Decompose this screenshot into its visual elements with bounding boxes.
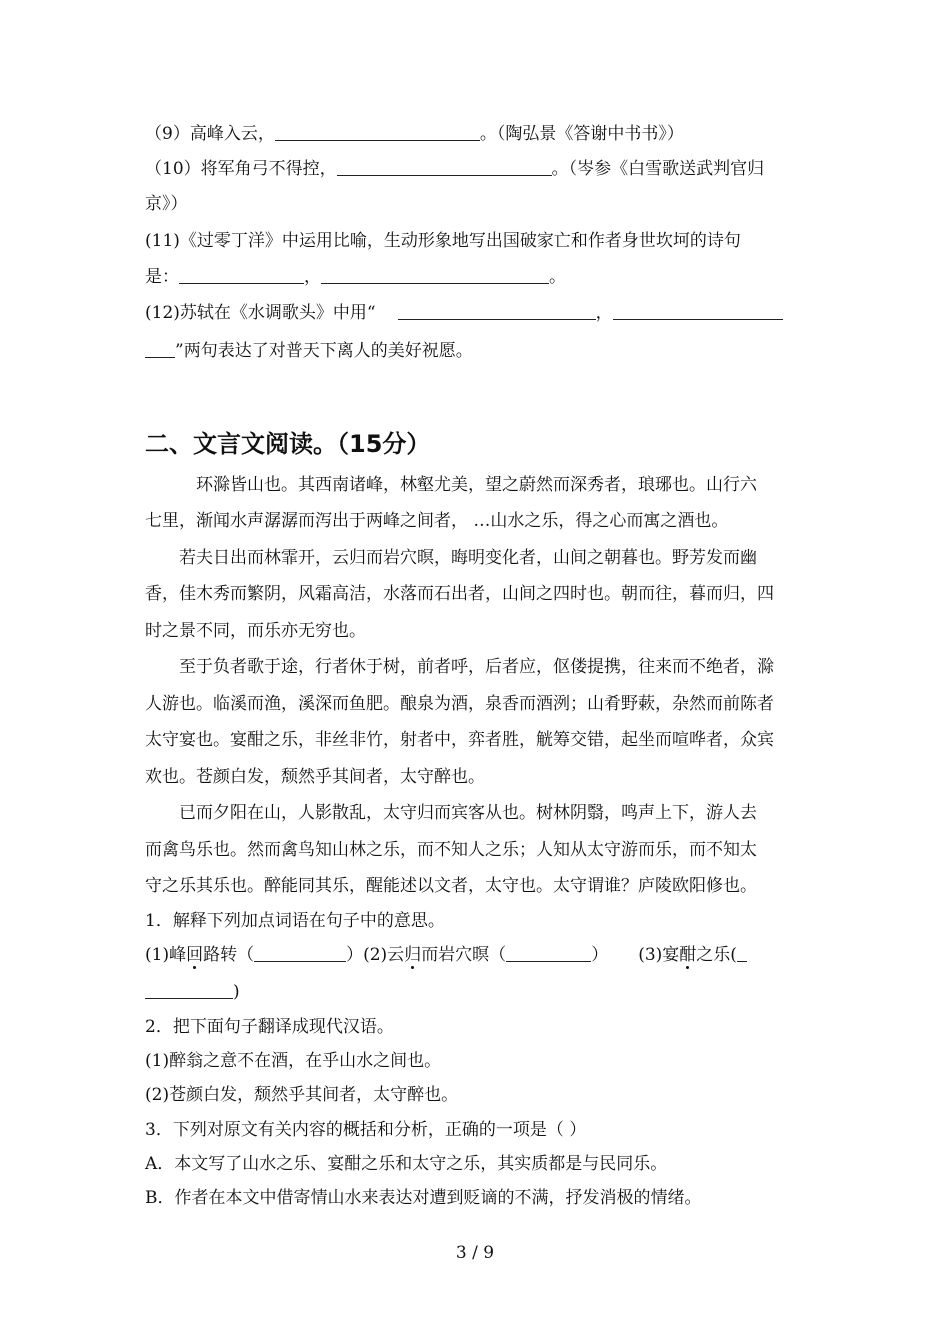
passage-line: 太守宴也。宴酣之乐，非丝非竹，射者中，弈者胜，觥筹交错，起坐而喧哗者，众宾 [145, 730, 774, 750]
passage-line: 至于负者歌于途，行者休于树，前者呼，后者应，伛偻提携，往来而不绝者，滁 [179, 657, 774, 677]
passage-line: 守之乐其乐也。醉能同其乐，醒能述以文者，太守也。太守谓谁？庐陵欧阳修也。 [145, 876, 757, 896]
item-1-text: 路转（ [203, 945, 255, 965]
answer-blank[interactable] [275, 124, 480, 141]
question-10-source-cont: 京》） [145, 194, 188, 214]
passage-line: 已而夕阳在山，人影散乱，太守归而宾客从也。树林阴翳，鸣声上下，游人去 [179, 803, 757, 823]
item-1-text: (1)峰 [145, 945, 187, 965]
question-11-answer [145, 266, 810, 288]
answer-blank[interactable] [145, 982, 233, 999]
answer-blank[interactable] [145, 341, 175, 358]
passage-line: 欢也。苍颜白发，颓然乎其间者，太守醉也。 [145, 767, 485, 787]
passage-line: 若夫日出而林霏开，云归而岩穴暝，晦明变化者，山间之朝暮也。野芳发而幽 [179, 548, 757, 568]
page-number: 3 / 9 [455, 1243, 495, 1263]
question-3: 3．下列对原文有关内容的概括和分析，正确的一项是（ ） [145, 1120, 587, 1140]
paren: ) [233, 982, 240, 1002]
answer-blank[interactable] [398, 303, 596, 320]
answer-blank[interactable] [179, 267, 304, 284]
question-11-text: (11)《过零丁洋》中运用比喻，生动形象地写出国破家亡和作者身世坎坷的诗句 [145, 231, 741, 251]
passage-line: 人游也。临溪而渔，溪深而鱼肥。酿泉为酒，泉香而酒洌；山肴野蔌，杂然而前陈者 [145, 694, 774, 714]
comma: ， [595, 303, 613, 323]
question-11-prefix: 是： [145, 267, 179, 287]
translate-sentence-1: (1)醉翁之意不在酒，在乎山水之间也。 [145, 1051, 442, 1071]
answer-blank[interactable] [613, 303, 783, 320]
passage-line: 香，佳木秀而繁阴，风霜高洁，水落而石出者，山间之四时也。朝而往，暮而归，四 [145, 584, 774, 604]
answer-blank[interactable] [254, 945, 346, 962]
translate-sentence-2: (2)苍颜白发，颓然乎其间者，太守醉也。 [145, 1085, 459, 1105]
item-2-text: 而岩穴暝（ [421, 945, 507, 965]
passage-line: 而禽鸟乐也。然而禽鸟知山林之乐，而不知人之乐；人知从太守游而乐，而不知太 [145, 840, 757, 860]
question-9-text: （9）高峰入云， [145, 124, 275, 144]
question-12-cont [145, 340, 810, 362]
question-1-items [145, 944, 810, 966]
question-9 [145, 123, 810, 145]
answer-blank[interactable] [337, 159, 552, 176]
question-12-text-cont: ”两句表达了对普天下离人的美好祝愿。 [175, 341, 473, 361]
paren: ） [591, 945, 609, 965]
question-9-source: 。（陶弘景《答谢中书书》） [479, 124, 684, 144]
answer-blank[interactable] [737, 945, 747, 962]
paren: ） [346, 945, 364, 965]
option-a[interactable]: A．本文写了山水之乐、宴酣之乐和太守之乐，其实质都是与民同乐。 [145, 1154, 668, 1174]
question-10-source: 。（岑参《白雪歌送武判官归 [551, 159, 765, 179]
question-1-cont [145, 981, 810, 1003]
option-b[interactable]: B．作者在本文中借寄情山水来表达对遭到贬谪的不满，抒发消极的情绪。 [145, 1188, 702, 1208]
item-3-text: 之乐( [696, 945, 737, 965]
dotted-word: 酣 [679, 945, 697, 965]
question-12-text: (12)苏轼在《水调歌头》中用“ [145, 303, 376, 323]
answer-blank[interactable] [506, 945, 591, 962]
section-heading: 二、文言文阅读。（15分） [145, 430, 431, 458]
dotted-word: 回 [186, 945, 204, 965]
question-2: 2．把下面句子翻译成现代汉语。 [145, 1017, 394, 1037]
question-12 [145, 302, 810, 324]
question-1: 1．解释下列加点词语在句子中的意思。 [145, 911, 445, 931]
comma: ， [304, 267, 321, 287]
dotted-word: 归 [404, 945, 422, 965]
passage-line: 七里，渐闻水声潺潺而泻出于两峰之间者， …山水之乐，得之心而寓之酒也。 [145, 511, 729, 531]
item-3-text: (3)宴 [638, 945, 680, 965]
answer-blank[interactable] [321, 267, 549, 284]
item-2-text: (2)云 [363, 945, 405, 965]
question-10-text: （10）将军角弓不得控， [145, 159, 337, 179]
period: 。 [549, 267, 566, 287]
passage-line: 时之景不同，而乐亦无穷也。 [145, 621, 366, 641]
question-10 [145, 158, 810, 180]
passage-line: 环滁皆山也。其西南诸峰，林壑尤美，望之蔚然而深秀者，琅琊也。山行六 [196, 475, 757, 495]
